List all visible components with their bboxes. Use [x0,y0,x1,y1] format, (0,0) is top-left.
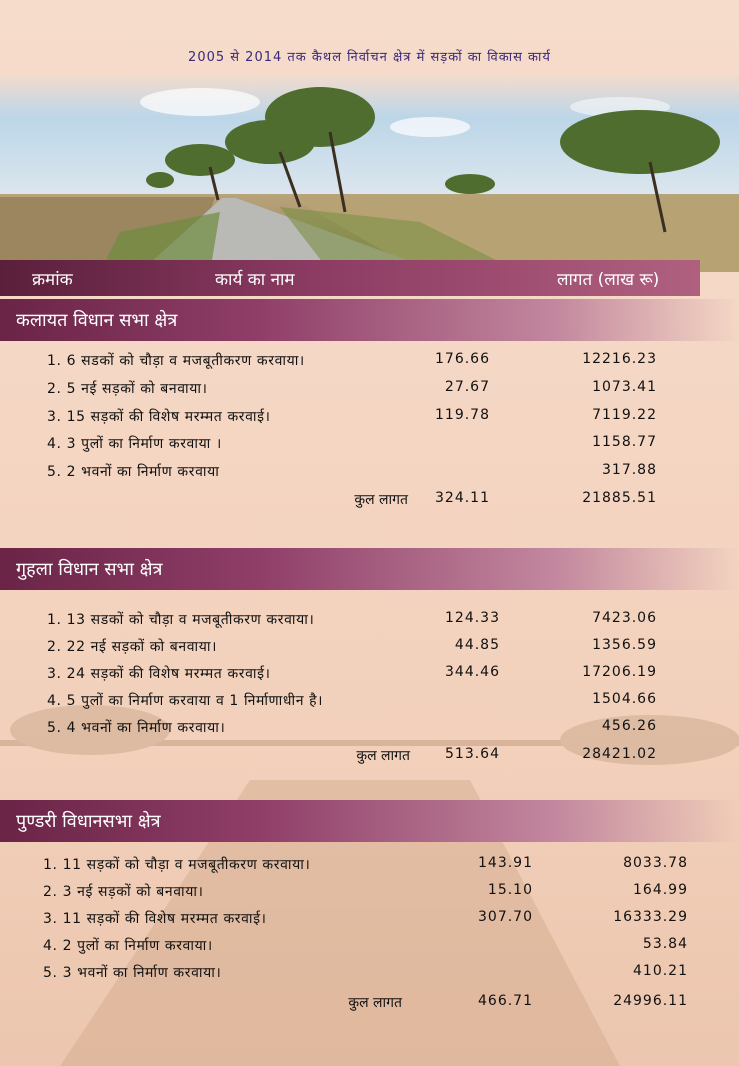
list-item: 5. 2 भवनों का निर्माण करवाया 317.88 [47,462,657,480]
list-item: 4. 5 पुलों का निर्माण करवाया व 1 निर्माणाधीन है। 1504.66 [47,691,657,709]
total-label: कुल लागत [354,492,408,508]
list-item: 1. 13 सडकों को चौड़ा व मजबूतीकरण करवाया। 124.33 7423.06 [47,610,657,628]
header-cost: लागत (लाख रू) [557,270,660,290]
section-guhla-title: गुहला विधान सभा क्षेत्र [16,559,163,580]
list-item: 4. 3 पुलों का निर्माण करवाया । 1158.77 [47,434,657,452]
total-value-2: 28421.02 [582,746,657,762]
total-row [0,490,739,512]
total-label: कुल लागत [356,748,410,764]
section-guhla-header [0,548,739,590]
section-kalayat-header [0,299,739,341]
list-item: 1. 11 सड़कों को चौड़ा व मजबूतीकरण करवाया। 143.91 8033.78 [43,855,688,873]
total-value-1: 324.11 [435,490,490,506]
section-kalayat-title: कलायत विधान सभा क्षेत्र [16,310,178,331]
list-item: 3. 24 सड़कों की विशेष मरम्मत करवाई। 344.46 17206.19 [47,664,657,682]
total-value-2: 21885.51 [582,490,657,506]
list-item: 5. 4 भवनों का निर्माण करवाया। 456.26 [47,718,657,736]
table-header [0,260,700,296]
road-landscape-photo [0,72,739,272]
header-serial: क्रमांक [32,270,73,290]
list-item: 4. 2 पुलों का निर्माण करवाया। 53.84 [43,936,688,954]
total-label: कुल लागत [348,995,402,1011]
list-item: 3. 15 सड़कों की विशेष मरम्मत करवाई। 119.78 7119.22 [47,407,657,425]
header-work-name: कार्य का नाम [215,270,295,290]
total-row [0,746,739,768]
total-value-2: 24996.11 [613,993,688,1009]
total-row [0,993,739,1015]
list-item: 2. 3 नई सड़कों को बनवाया। 15.10 164.99 [43,882,688,900]
total-value-1: 513.64 [445,746,500,762]
total-value-1: 466.71 [478,993,533,1009]
page-title: 2005 से 2014 तक कैथल निर्वाचन क्षेत्र में सड़कों का विकास कार्य [188,50,551,65]
list-item: 5. 3 भवनों का निर्माण करवाया। 410.21 [43,963,688,981]
section-pundri-title: पुण्डरी विधानसभा क्षेत्र [16,811,161,832]
list-item: 2. 22 नई सड़कों को बनवाया। 44.85 1356.59 [47,637,657,655]
list-item: 1. 6 सडकों को चौड़ा व मजबूतीकरण करवाया। 176.66 12216.23 [47,351,657,369]
list-item: 3. 11 सड़कों की विशेष मरम्मत करवाई। 307.70 16333.29 [43,909,688,927]
list-item: 2. 5 नई सड़कों को बनवाया। 27.67 1073.41 [47,379,657,397]
section-pundri-header [0,800,739,842]
